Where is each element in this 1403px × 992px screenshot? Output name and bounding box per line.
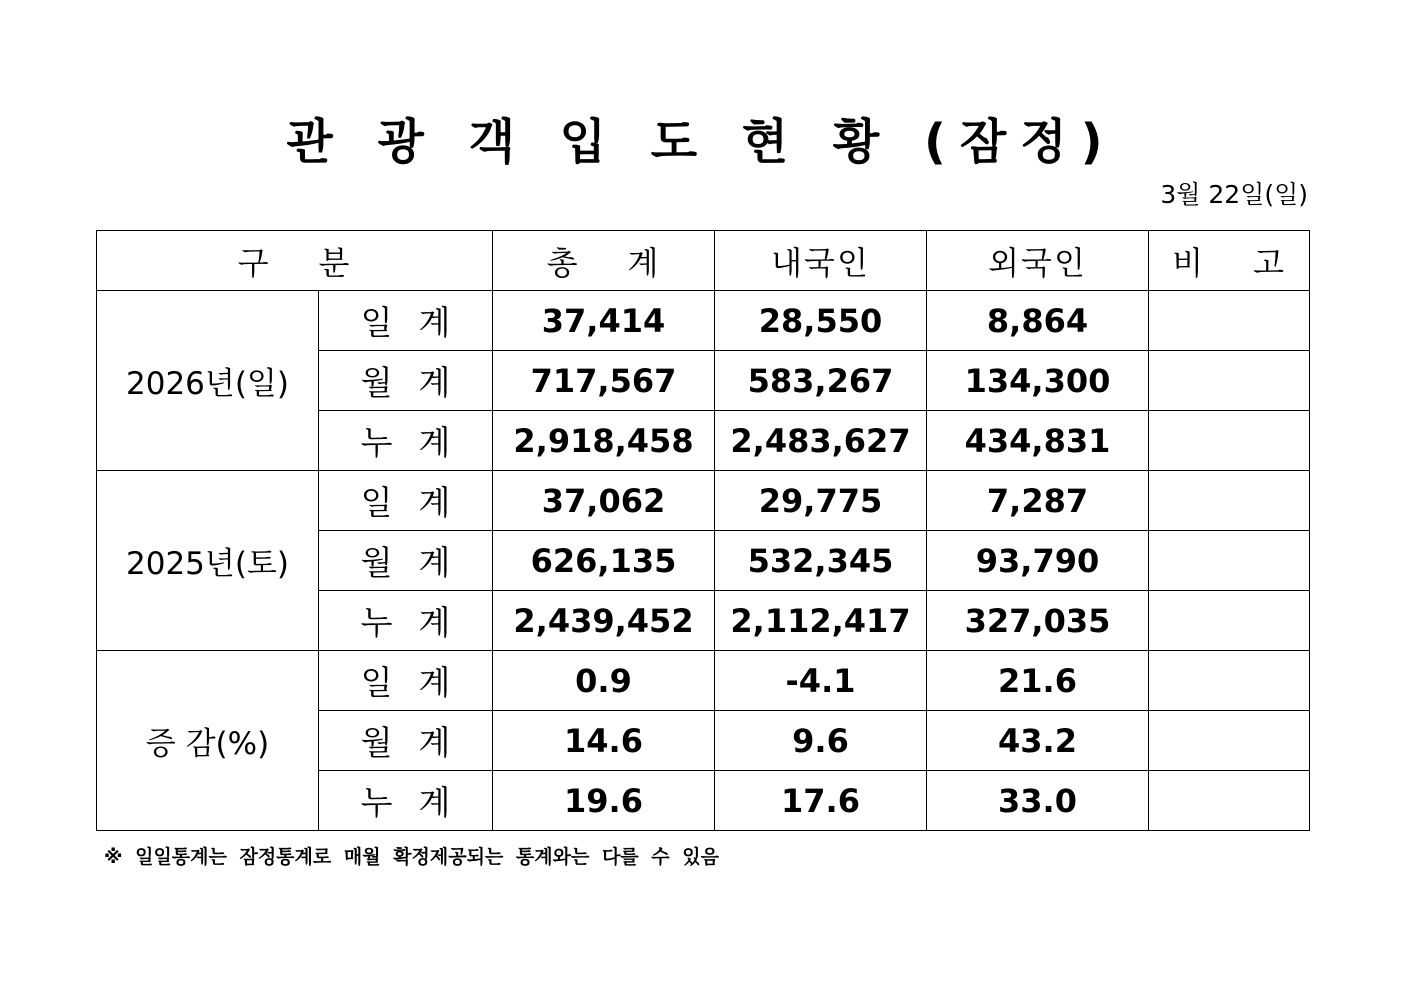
cell-total: 626,135 xyxy=(493,531,715,591)
row-label: 월 계 xyxy=(319,351,493,411)
group-label: 2026년(일) xyxy=(97,291,319,471)
cell-remarks xyxy=(1149,411,1310,471)
cell-domestic: 2,483,627 xyxy=(715,411,927,471)
row-label: 누 계 xyxy=(319,771,493,831)
header-remarks: 비 고 xyxy=(1149,231,1310,291)
cell-foreign: 7,287 xyxy=(927,471,1149,531)
cell-total: 37,062 xyxy=(493,471,715,531)
cell-foreign: 434,831 xyxy=(927,411,1149,471)
cell-total: 14.6 xyxy=(493,711,715,771)
row-label: 월 계 xyxy=(319,711,493,771)
cell-total: 717,567 xyxy=(493,351,715,411)
report-date: 3월 22일(일) xyxy=(1160,180,1308,209)
cell-foreign: 327,035 xyxy=(927,591,1149,651)
cell-remarks xyxy=(1149,351,1310,411)
tourist-arrivals-table xyxy=(96,230,1310,831)
page-title: 관 광 객 입 도 현 황 (잠정) xyxy=(286,114,1117,170)
cell-total: 2,439,452 xyxy=(493,591,715,651)
cell-total: 2,918,458 xyxy=(493,411,715,471)
row-label: 일 계 xyxy=(319,291,493,351)
cell-remarks xyxy=(1149,771,1310,831)
cell-total: 37,414 xyxy=(493,291,715,351)
cell-foreign: 43.2 xyxy=(927,711,1149,771)
header-domestic: 내국인 xyxy=(715,231,927,291)
cell-remarks xyxy=(1149,651,1310,711)
table-row xyxy=(97,291,1310,351)
row-label: 누 계 xyxy=(319,591,493,651)
cell-domestic: 17.6 xyxy=(715,771,927,831)
header-total: 총 계 xyxy=(493,231,715,291)
header-category: 구 분 xyxy=(97,231,493,291)
cell-foreign: 93,790 xyxy=(927,531,1149,591)
cell-remarks xyxy=(1149,591,1310,651)
row-label: 일 계 xyxy=(319,471,493,531)
table-header-row xyxy=(97,231,1310,291)
table-row xyxy=(97,471,1310,531)
cell-domestic: 532,345 xyxy=(715,531,927,591)
row-label: 일 계 xyxy=(319,651,493,711)
cell-total: 0.9 xyxy=(493,651,715,711)
header-foreign: 외국인 xyxy=(927,231,1149,291)
cell-remarks xyxy=(1149,291,1310,351)
footnote: ※ 일일통계는 잠정통계로 매월 확정제공되는 통계와는 다를 수 있음 xyxy=(104,846,719,868)
cell-total: 19.6 xyxy=(493,771,715,831)
cell-domestic: 28,550 xyxy=(715,291,927,351)
cell-remarks xyxy=(1149,471,1310,531)
group-label: 2025년(토) xyxy=(97,471,319,651)
cell-remarks xyxy=(1149,531,1310,591)
cell-foreign: 134,300 xyxy=(927,351,1149,411)
group-label: 증 감(%) xyxy=(97,651,319,831)
cell-domestic: 583,267 xyxy=(715,351,927,411)
row-label: 누 계 xyxy=(319,411,493,471)
row-label: 월 계 xyxy=(319,531,493,591)
table-row xyxy=(97,651,1310,711)
cell-domestic: 9.6 xyxy=(715,711,927,771)
cell-foreign: 8,864 xyxy=(927,291,1149,351)
cell-remarks xyxy=(1149,711,1310,771)
cell-domestic: 29,775 xyxy=(715,471,927,531)
cell-foreign: 33.0 xyxy=(927,771,1149,831)
cell-foreign: 21.6 xyxy=(927,651,1149,711)
cell-domestic: 2,112,417 xyxy=(715,591,927,651)
cell-domestic: -4.1 xyxy=(715,651,927,711)
